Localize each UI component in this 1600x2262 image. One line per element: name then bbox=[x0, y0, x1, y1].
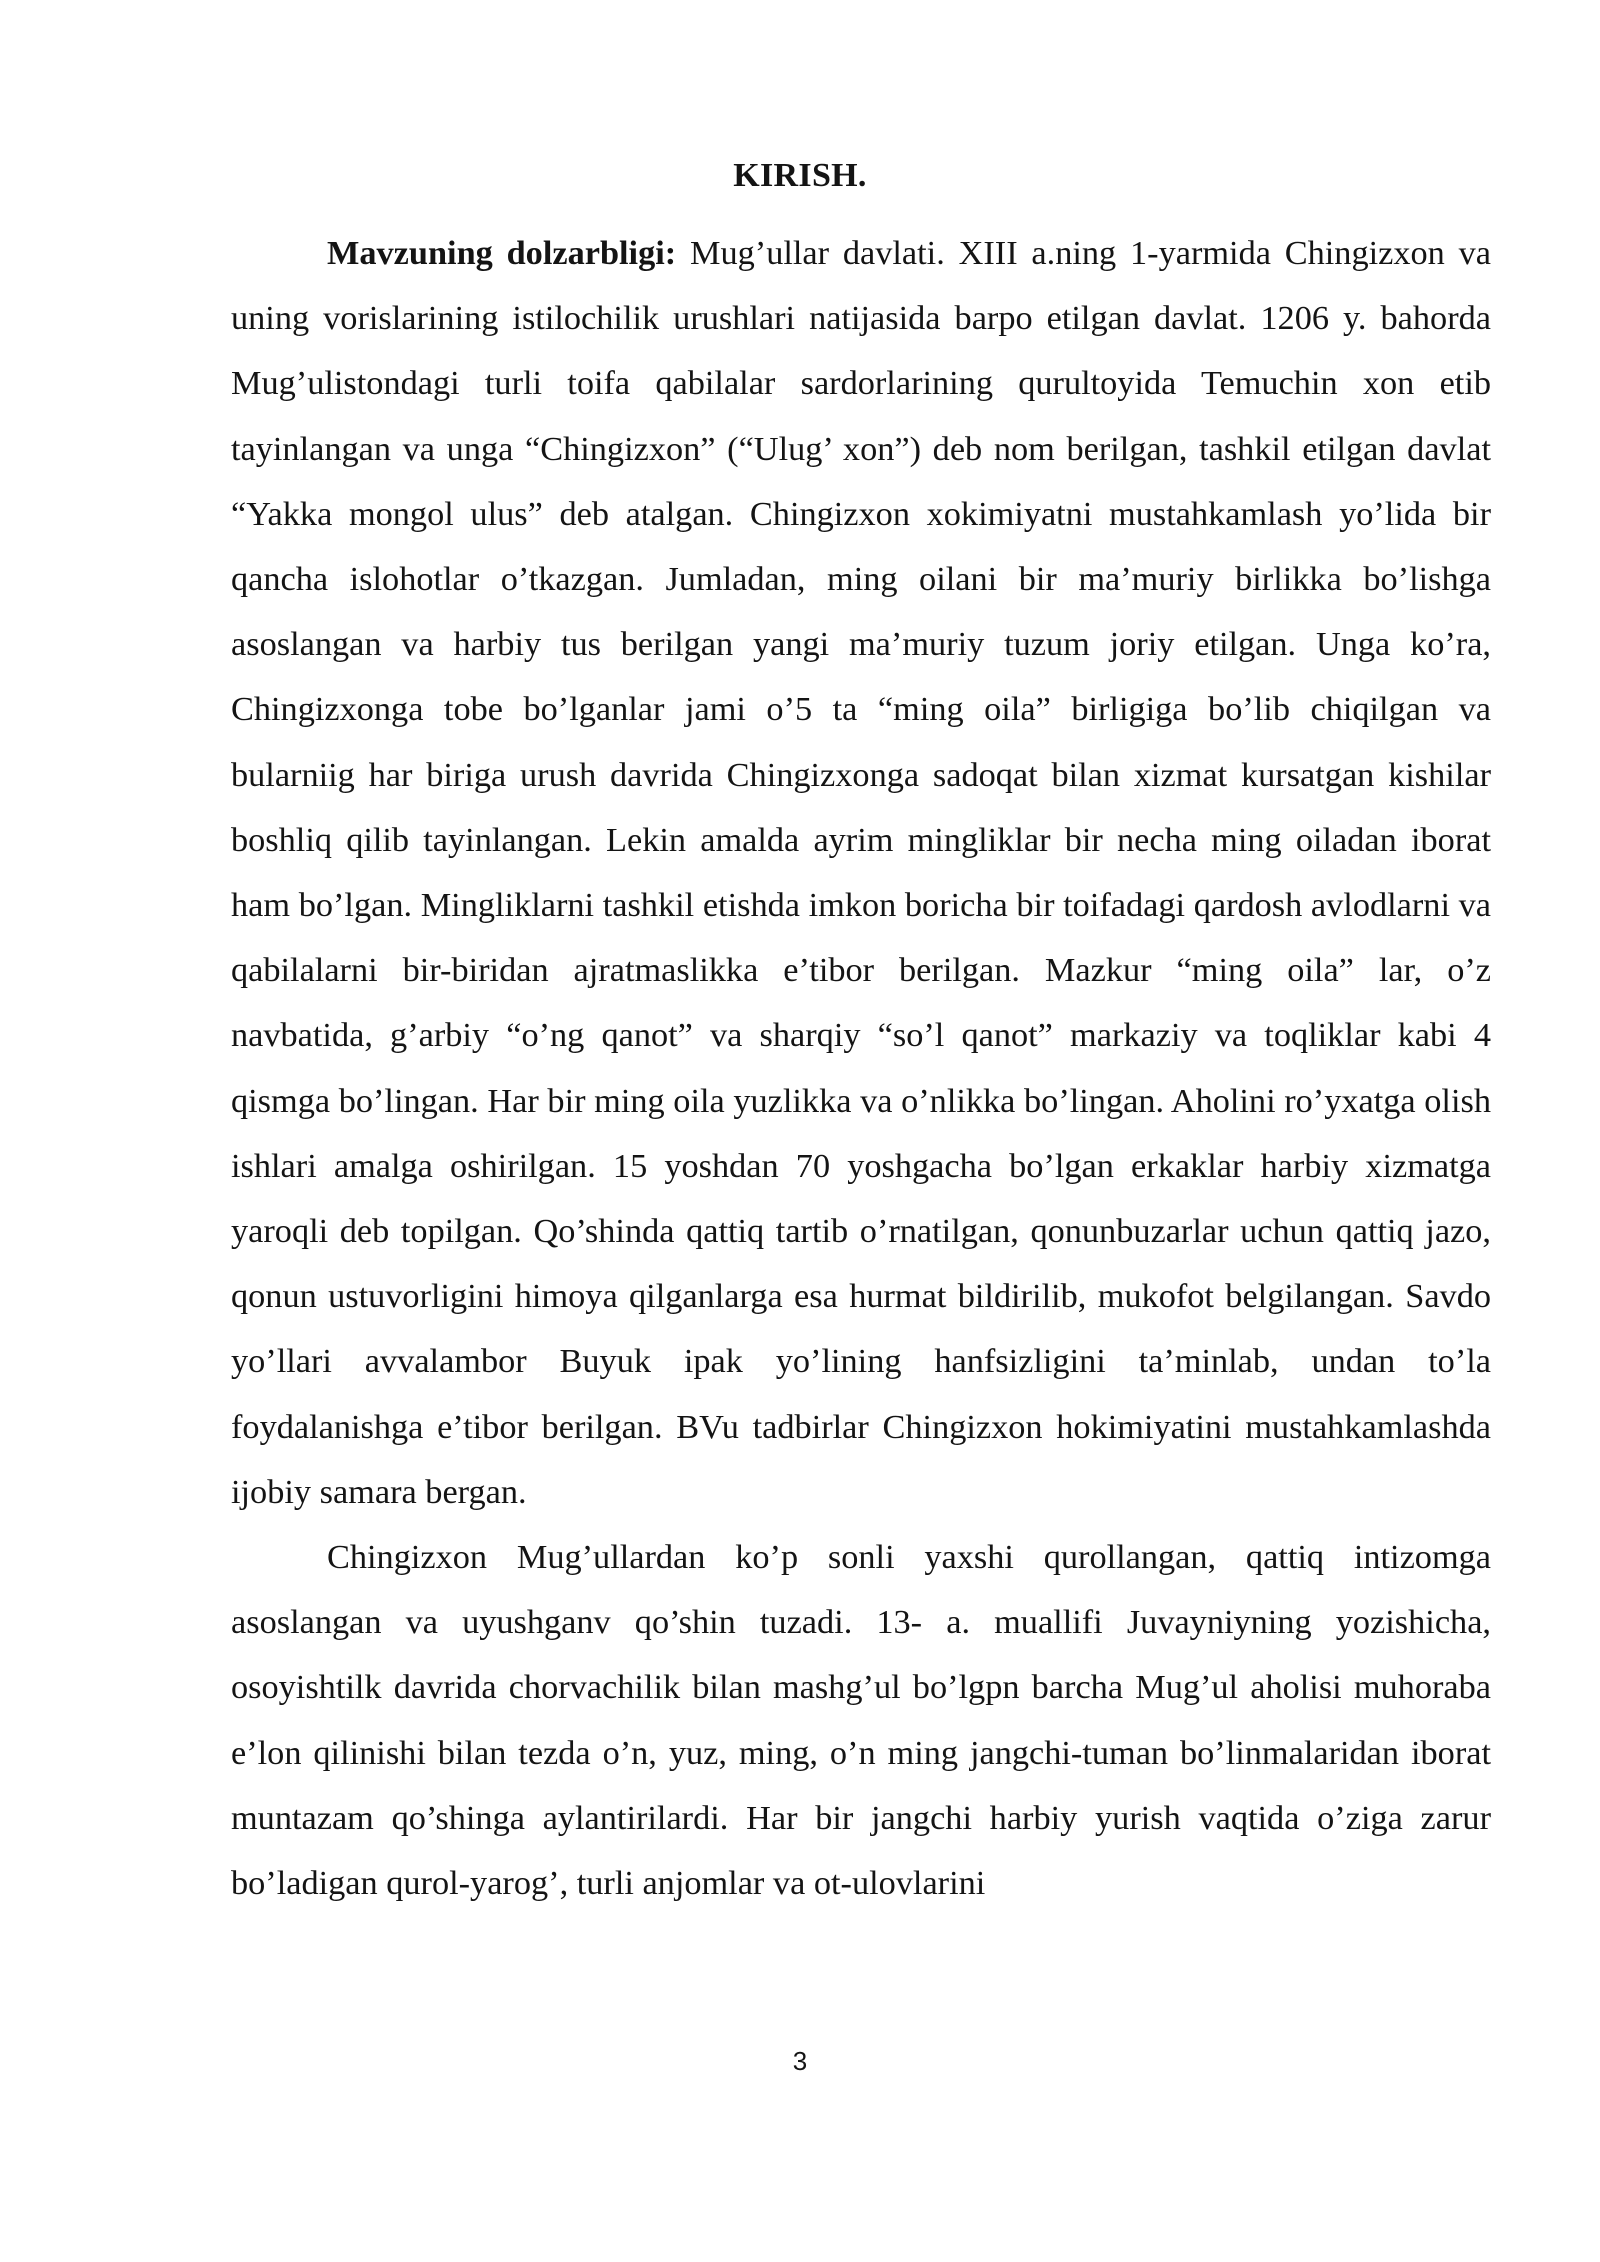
document-body bbox=[231, 221, 1491, 1916]
paragraph-text: Mug’ullar davlati. XIII a.ning 1-yarmida Chingizxon va uning vorislarining istilochilik urushlari natijasida barpo etilgan davlat. 1206 y. bahorda Mug’ulistondagi turli toifa qabilalar sardorlarining qurultoyida Temuchin xon etib tayinlangan va unga “Chingizxon” (“Ulug’ xon”) deb nom berilgan, tashkil etilgan davlat “Yakka mongol ulus” deb atalgan. Chingizxon xokimiyatni mustahkamlash yo’lida bir qancha islohotlar o’tkazgan. Jumladan, ming oilani bir ma’muriy birlikka bo’lishga asoslangan va harbiy tus berilgan yangi ma’muriy tuzum joriy etilgan. Unga ko’ra, Chingizxonga tobe bo’lganlar jami o’5 ta “ming oila” birligiga bo’lib chiqilgan va bularniig har biriga urush davrida Chingizxonga sadoqat bilan xizmat kursatgan kishilar boshliq qilib tayinlangan. Lekin amalda ayrim mingliklar bir necha ming oiladan iborat ham bo’lgan. Mingliklarni tashkil etishda imkon boricha bir toifadagi qardosh avlodlarni va qabilalarni bir-biridan ajratmaslikka e’tibor berilgan. Mazkur “ming oila” lar, o’z navbatida, g’arbiy “o’ng qanot” va sharqiy “so’l qanot” markaziy va toqliklar kabi 4 qismga bo’lingan. Har bir ming oila yuzlikka va o’nlikka bo’lingan. Aholini ro’yxatga olish ishlari amalga oshirilgan. 15 yoshdan 70 yoshgacha bo’lgan erkaklar harbiy xizmatga yaroqli deb topilgan. Qo’shinda qattiq tartib o’rnatilgan, qonunbuzarlar uchun qattiq jazo, qonun ustuvorligini himoya qilganlarga esa hurmat bildirilib, mukofot belgilangan. Savdo yo’llari avvalambor Buyuk ipak yo’lining hanfsizligini ta’minlab, undan to’la foydalanishga e’tibor berilgan. BVu tadbirlar Chingizxon hokimiyatini mustahkamlashda ijobiy samara bergan. bbox=[231, 234, 1491, 1511]
topic-relevance-label: Mavzuning dolzarbligi: bbox=[327, 234, 677, 272]
page-title: KIRISH. bbox=[733, 157, 867, 194]
paragraph-introduction bbox=[231, 221, 1491, 1525]
paragraph-text: Chingizxon Mug’ullardan ko’p sonli yaxshi qurollangan, qattiq intizomga asoslangan va uyushganv qo’shin tuzadi. 13- a. muallifi Juvayniyning yozishicha, osoyishtilk davrida chorvachilik bilan mashg’ul bo’lgpn barcha Mug’ul aholisi muhoraba e’lon qilinishi bilan tezda o’n, yuz, ming, o’n ming jangchi-tuman bo’linmalaridan iborat muntazam qo’shinga aylantirilardi. Har bir jangchi harbiy yurish vaqtida o’ziga zarur bo’ladigan qurol-yarog’, turli anjomlar va ot-ulovlarini bbox=[231, 1538, 1491, 1903]
page-number: 3 bbox=[792, 2046, 808, 2076]
paragraph-army bbox=[231, 1525, 1491, 1916]
